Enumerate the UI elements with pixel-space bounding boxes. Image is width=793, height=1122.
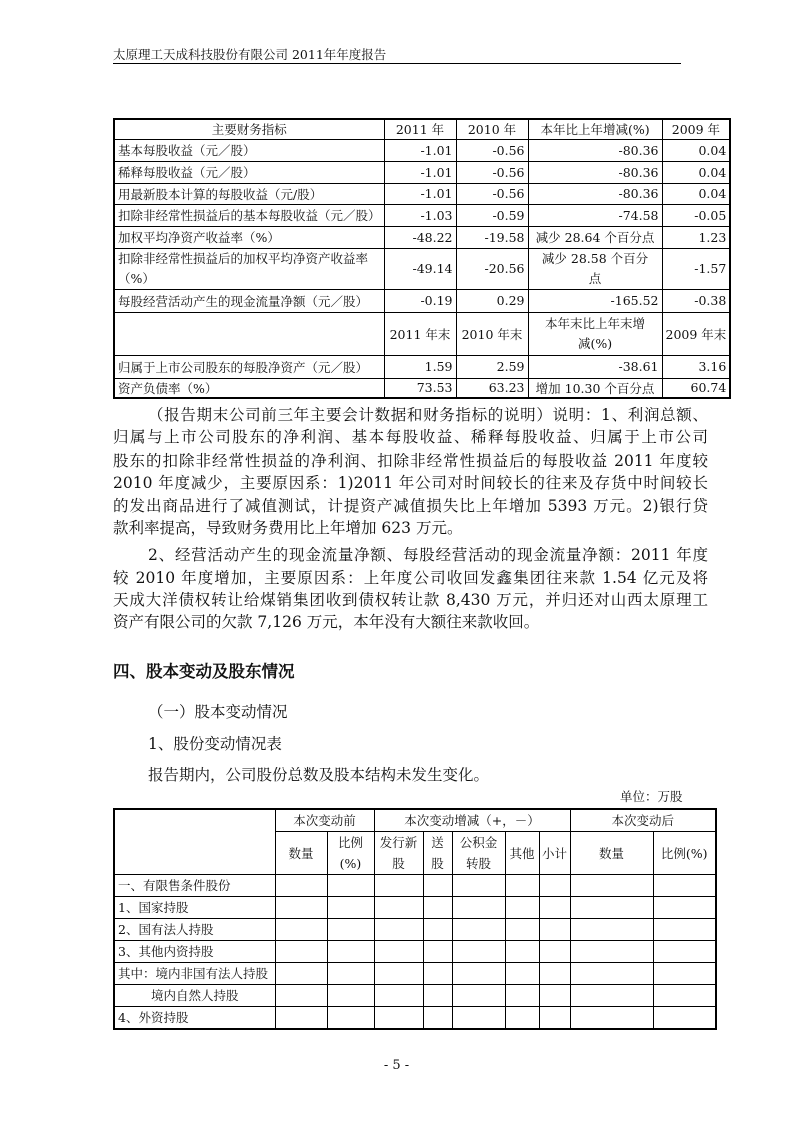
empty-cell <box>423 963 452 985</box>
table-row <box>114 139 730 161</box>
cell-value: -0.56 <box>456 161 528 183</box>
paragraph-line: （报告期末公司前三年主要会计数据和财务指标的说明）说明：1、利润总额、 <box>148 406 708 424</box>
empty-cell <box>374 1007 423 1030</box>
row-label: 1、国家持股 <box>114 897 275 919</box>
section-title: 四、股本变动及股东情况 <box>113 662 295 681</box>
row-label: 2、国有法人持股 <box>114 919 275 941</box>
row-label: 稀释每股收益（元／股） <box>114 161 384 183</box>
cell-value: -19.58 <box>456 226 528 248</box>
cell-value: 减少 28.64 个百分点 <box>528 226 662 248</box>
paragraph-line: 股东的扣除非经常性损益的净利润、扣除非经常性损益后的每股收益 2011 年度较 <box>113 452 708 470</box>
share-change-table <box>113 808 717 1030</box>
paragraph-line: 2010 年度减少，主要原因系：1)2011 年公司对时间较长的往来及存货中时间较长 <box>113 474 708 492</box>
empty-cell <box>423 897 452 919</box>
empty-cell <box>570 897 653 919</box>
column-header: 比例(%) <box>653 832 716 875</box>
table-title: 1、股份变动情况表 <box>148 735 282 753</box>
empty-cell <box>539 963 570 985</box>
cell-value: 73.53 <box>384 378 456 398</box>
row-label: 扣除非经常性损益后的基本每股收益（元／股） <box>114 204 384 226</box>
empty-cell <box>452 1007 505 1030</box>
empty-cell <box>374 963 423 985</box>
empty-cell <box>505 875 539 897</box>
cell-value: -165.52 <box>528 289 662 312</box>
row-label: 3、其他内资持股 <box>114 941 275 963</box>
paragraph-line: 的发出商品进行了减值测试，计提资产减值损失比上年增加 5393 万元。2)银行贷 <box>113 497 708 515</box>
cell-value: 60.74 <box>662 378 730 398</box>
cell-value: 本年末比上年末增减(%) <box>528 312 662 355</box>
cell-value: -1.01 <box>384 183 456 204</box>
cell-value: 增加 10.30 个百分点 <box>528 378 662 398</box>
empty-cell <box>374 875 423 897</box>
cell-value: 2009 年末 <box>662 312 730 355</box>
empty-cell <box>275 985 327 1007</box>
cell-value: -20.56 <box>456 248 528 289</box>
unit-label: 单位：万股 <box>620 789 683 804</box>
column-header: 送股 <box>423 832 452 875</box>
empty-cell <box>653 919 716 941</box>
empty-cell <box>570 985 653 1007</box>
cell-value: 0.04 <box>662 183 730 204</box>
row-label: 主要财务指标 <box>114 119 384 139</box>
empty-cell <box>275 875 327 897</box>
running-header: 太原理工天成科技股份有限公司 2011年年度报告 <box>113 47 387 62</box>
cell-value: 本年比上年增减(%) <box>528 119 662 139</box>
row-label: 其中：境内非国有法人持股 <box>114 963 275 985</box>
empty-cell <box>570 875 653 897</box>
empty-cell <box>374 985 423 1007</box>
empty-cell <box>327 963 374 985</box>
row-label: 境内自然人持股 <box>114 985 275 1007</box>
empty-cell <box>505 985 539 1007</box>
empty-cell <box>423 941 452 963</box>
empty-cell <box>653 963 716 985</box>
cell-value: -80.36 <box>528 183 662 204</box>
financial-indicators-table <box>113 118 731 399</box>
empty-cell <box>505 897 539 919</box>
row-label: 每股经营活动产生的现金流量净额（元／股） <box>114 289 384 312</box>
cell-value: -80.36 <box>528 161 662 183</box>
column-header: 其他 <box>505 832 539 875</box>
empty-cell <box>327 875 374 897</box>
empty-cell <box>570 1007 653 1030</box>
row-label: 资产负债率（%） <box>114 378 384 398</box>
table-row <box>114 289 730 312</box>
cell-value: -1.03 <box>384 204 456 226</box>
paragraph-line: 天成大洋债权转让给煤销集团收到债权转让款 8,430 万元，并归还对山西太原理工 <box>113 591 708 609</box>
empty-cell <box>423 985 452 1007</box>
group-header: 本次变动增减（+，－） <box>374 809 570 832</box>
cell-value: 减少 28.58 个百分点 <box>528 248 662 289</box>
header-rule <box>113 63 681 64</box>
empty-cell <box>539 941 570 963</box>
table-row <box>114 378 730 398</box>
table-row <box>114 941 716 963</box>
row-label <box>114 312 384 355</box>
column-header: 小计 <box>539 832 570 875</box>
cell-value: 1.23 <box>662 226 730 248</box>
cell-value: 1.59 <box>384 355 456 378</box>
cell-value: -49.14 <box>384 248 456 289</box>
empty-cell <box>275 919 327 941</box>
table-row <box>114 204 730 226</box>
table-row <box>114 226 730 248</box>
empty-corner <box>114 809 275 875</box>
column-header: 发行新股 <box>374 832 423 875</box>
empty-cell <box>275 897 327 919</box>
table-row <box>114 985 716 1007</box>
cell-value: -0.56 <box>456 183 528 204</box>
paragraph-line: 归属与上市公司股东的净利润、基本每股收益、稀释每股收益、归属于上市公司 <box>113 428 708 446</box>
cell-value: 2011 年 <box>384 119 456 139</box>
group-header: 本次变动后 <box>570 809 716 832</box>
empty-cell <box>327 1007 374 1030</box>
column-header: 数量 <box>275 832 327 875</box>
empty-cell <box>570 919 653 941</box>
cell-value: 2.59 <box>456 355 528 378</box>
cell-value: -0.56 <box>456 139 528 161</box>
row-label: 加权平均净资产收益率（%） <box>114 226 384 248</box>
cell-value: 0.04 <box>662 161 730 183</box>
empty-cell <box>374 897 423 919</box>
cell-value: 2011 年末 <box>384 312 456 355</box>
empty-cell <box>423 919 452 941</box>
empty-cell <box>505 941 539 963</box>
empty-cell <box>327 941 374 963</box>
row-label: 一、有限售条件股份 <box>114 875 275 897</box>
cell-value: 2010 年末 <box>456 312 528 355</box>
table-row <box>114 119 730 139</box>
empty-cell <box>275 941 327 963</box>
empty-cell <box>452 897 505 919</box>
empty-cell <box>539 897 570 919</box>
cell-value: -1.57 <box>662 248 730 289</box>
empty-cell <box>539 1007 570 1030</box>
cell-value: 3.16 <box>662 355 730 378</box>
empty-cell <box>653 985 716 1007</box>
row-label: 4、外资持股 <box>114 1007 275 1030</box>
empty-cell <box>275 963 327 985</box>
cell-value: 0.29 <box>456 289 528 312</box>
empty-cell <box>539 985 570 1007</box>
row-label: 归属于上市公司股东的每股净资产（元／股） <box>114 355 384 378</box>
empty-cell <box>327 985 374 1007</box>
empty-cell <box>452 985 505 1007</box>
empty-cell <box>327 897 374 919</box>
empty-cell <box>423 1007 452 1030</box>
table-header-row <box>114 809 716 832</box>
table-row <box>114 875 716 897</box>
group-header: 本次变动前 <box>275 809 374 832</box>
subsection-title: （一）股本变动情况 <box>148 703 288 721</box>
cell-value: -0.19 <box>384 289 456 312</box>
empty-cell <box>452 941 505 963</box>
cell-value: 0.04 <box>662 139 730 161</box>
cell-value: 63.23 <box>456 378 528 398</box>
cell-value: -1.01 <box>384 161 456 183</box>
empty-cell <box>505 919 539 941</box>
empty-cell <box>539 875 570 897</box>
cell-value: -0.05 <box>662 204 730 226</box>
empty-cell <box>505 1007 539 1030</box>
table-row <box>114 161 730 183</box>
paragraph-line: 2、经营活动产生的现金流量净额、每股经营活动的现金流量净额：2011 年度 <box>148 546 708 564</box>
empty-cell <box>653 1007 716 1030</box>
empty-cell <box>327 919 374 941</box>
cell-value: 2009 年 <box>662 119 730 139</box>
table-row <box>114 355 730 378</box>
table-row <box>114 1007 716 1030</box>
table-row <box>114 919 716 941</box>
paragraph-line: 较 2010 年度增加，主要原因系：上年度公司收回发鑫集团往来款 1.54 亿元及将 <box>113 569 708 587</box>
column-header: 比例(%) <box>327 832 374 875</box>
column-header: 数量 <box>570 832 653 875</box>
empty-cell <box>505 963 539 985</box>
empty-cell <box>452 919 505 941</box>
table-row <box>114 183 730 204</box>
row-label: 扣除非经常性损益后的加权平均净资产收益率（%） <box>114 248 384 289</box>
cell-value: -0.38 <box>662 289 730 312</box>
page-number: - 5 - <box>383 1058 410 1073</box>
empty-cell <box>374 941 423 963</box>
table-row <box>114 248 730 289</box>
empty-cell <box>539 919 570 941</box>
empty-cell <box>452 875 505 897</box>
row-label: 用最新股本计算的每股收益（元/股） <box>114 183 384 204</box>
cell-value: 2010 年 <box>456 119 528 139</box>
empty-cell <box>653 941 716 963</box>
cell-value: -48.22 <box>384 226 456 248</box>
paragraph-line: 款利率提高，导致财务费用比上年增加 623 万元。 <box>113 519 463 537</box>
cell-value: -0.59 <box>456 204 528 226</box>
cell-value: -80.36 <box>528 139 662 161</box>
row-label: 基本每股收益（元／股） <box>114 139 384 161</box>
empty-cell <box>275 1007 327 1030</box>
table-row <box>114 963 716 985</box>
statement-text: 报告期内，公司股份总数及股本结构未发生变化。 <box>148 766 490 784</box>
empty-cell <box>570 963 653 985</box>
empty-cell <box>570 941 653 963</box>
empty-cell <box>653 897 716 919</box>
table-row <box>114 897 716 919</box>
table-row <box>114 312 730 355</box>
cell-value: -1.01 <box>384 139 456 161</box>
cell-value: -74.58 <box>528 204 662 226</box>
empty-cell <box>653 875 716 897</box>
cell-value: -38.61 <box>528 355 662 378</box>
paragraph-line: 资产有限公司的欠款 7,126 万元，本年没有大额往来款收回。 <box>113 613 540 631</box>
empty-cell <box>374 919 423 941</box>
empty-cell <box>452 963 505 985</box>
empty-cell <box>423 875 452 897</box>
column-header: 公积金转股 <box>452 832 505 875</box>
